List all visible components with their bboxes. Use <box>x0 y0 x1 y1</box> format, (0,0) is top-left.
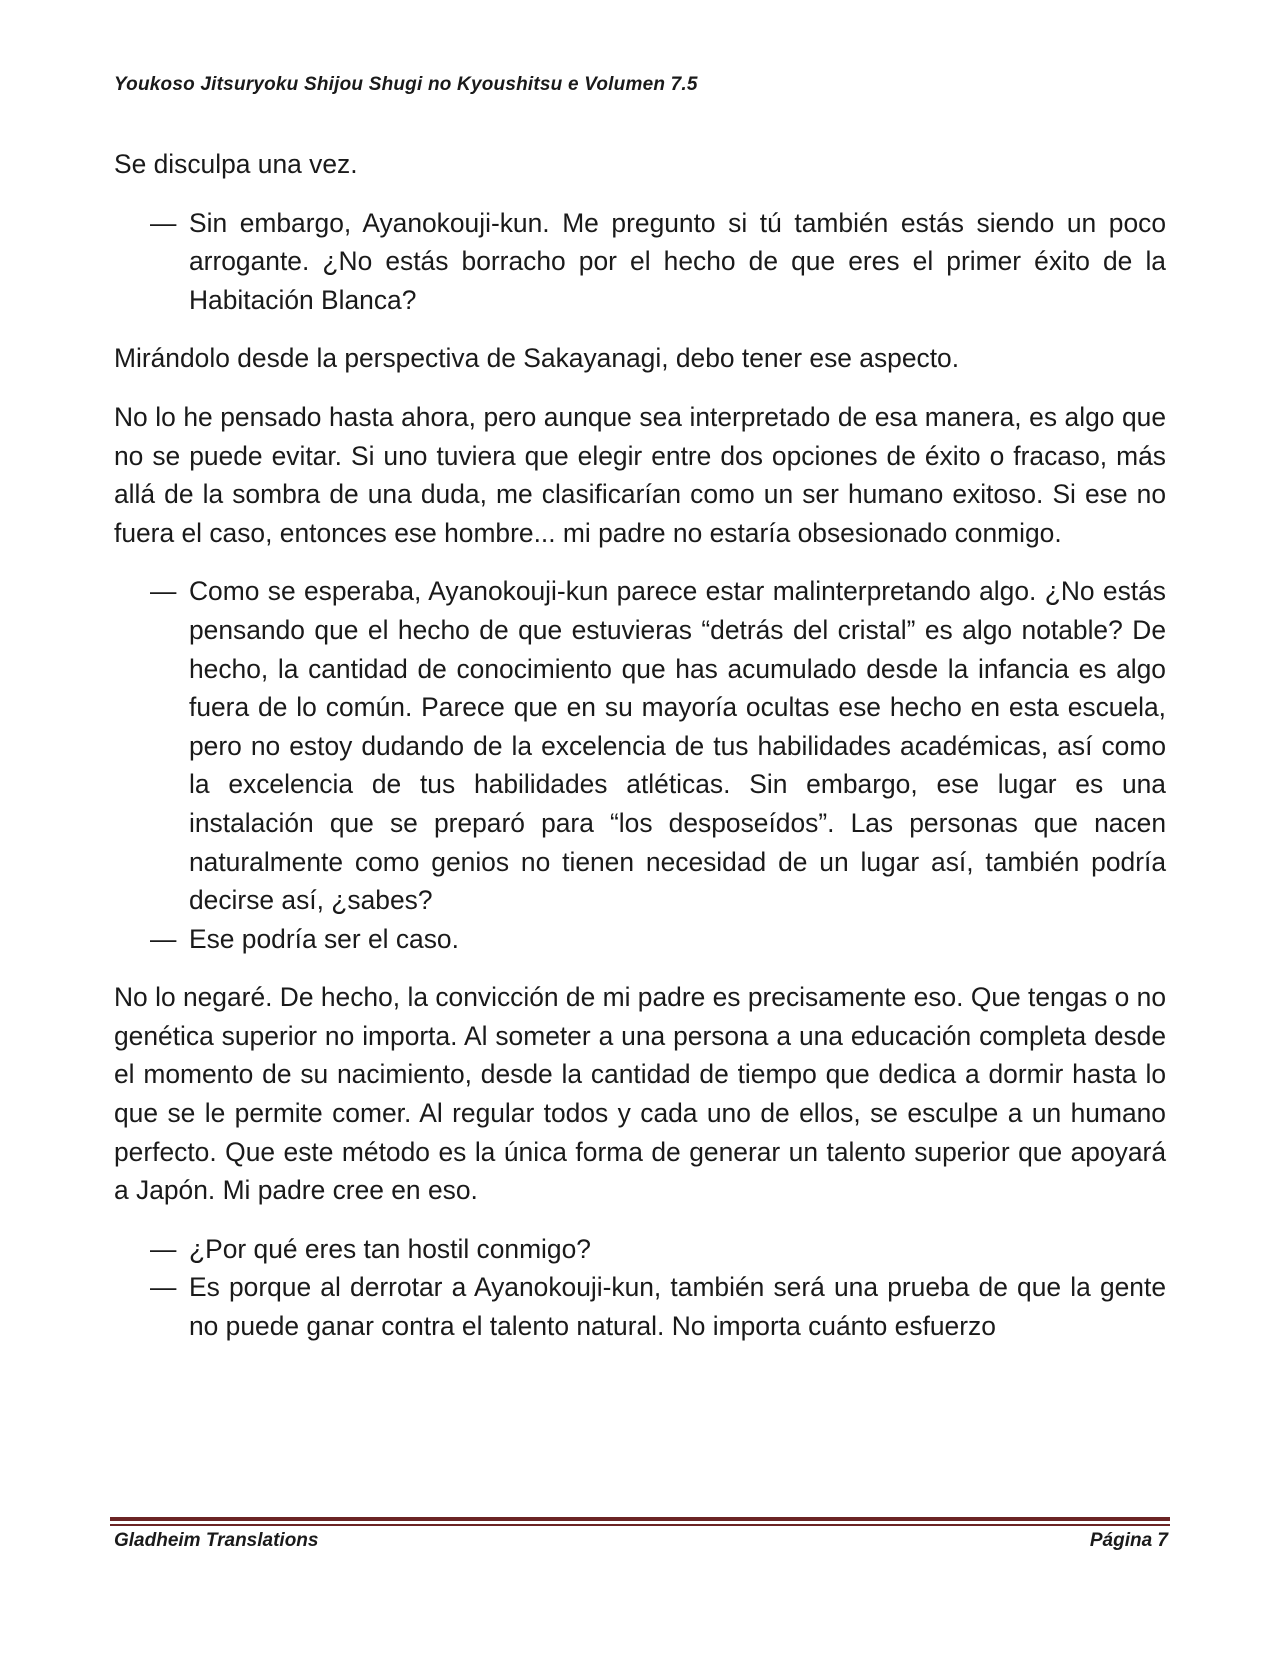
dialogue-text: Como se esperaba, Ayanokouji-kun parece estar malinterpretando algo. ¿No estás pensando que el hecho de que estuvieras “detrás del cristal” es algo notable? De hecho, la cantidad de conocimiento que has acumulado desde la infancia es algo fuera de lo común. Parece que en su mayoría ocultas ese hecho en esta escuela, pero no estoy dudando de la excelencia de tus habilidades académicas, así como la excelencia de tus habilidades atléticas. Sin embargo, ese lugar es una instalación que se preparó para “los desposeídos”. Las personas que nacen naturalmente como genios no tienen necesidad de un lugar así, también podría decirse así, ¿sabes? <box>189 576 1166 916</box>
paragraph: Mirándolo desde la perspectiva de Sakayanagi, debo tener ese aspecto. <box>114 343 960 374</box>
dialogue-block <box>114 1230 1166 1346</box>
dialogue-dash: — <box>150 1233 177 1264</box>
paragraph: No lo negaré. De hecho, la convicción de mi padre es precisamente eso. Que tengas o no genética superior no importa. Al someter a una persona a una educación completa desde el momento de su nacimiento, desde la cantidad de tiempo que dedica a dormir hasta lo que se le permite comer. Al regular todos y cada uno de ellos, se esculpe a un humano perfecto. Que este método es la única forma de generar un talento superior que apoyará a Japón. Mi padre cree en eso. <box>114 982 1166 1206</box>
dialogue-line <box>114 920 1166 959</box>
footer-rule-thin <box>110 1524 1170 1526</box>
dialogue-block <box>114 572 1166 958</box>
dialogue-text: ¿Por qué eres tan hostil conmigo? <box>189 1233 591 1264</box>
dialogue-line <box>114 204 1166 320</box>
page-number: Página 7 <box>1089 1530 1168 1551</box>
dialogue-text: Sin embargo, Ayanokouji-kun. Me pregunto si tú también estás siendo un poco arrogante. ¿No estás borracho por el hecho de que eres el primer éxito de la Habitación Blanca? <box>189 207 1166 315</box>
footer-rule-thick <box>110 1517 1170 1521</box>
dialogue-block <box>114 204 1166 320</box>
dialogue-line <box>114 1268 1166 1345</box>
dialogue-dash: — <box>150 1272 177 1303</box>
document-body <box>114 145 1166 1346</box>
dialogue-text: Es porque al derrotar a Ayanokouji-kun, también será una prueba de que la gente no puede ganar contra el talento natural. No importa cuánto esfuerzo <box>189 1272 1166 1342</box>
page-header-title: Youkoso Jitsuryoku Shijou Shugi no Kyoushitsu e Volumen 7.5 <box>114 74 698 95</box>
paragraph: Se disculpa una vez. <box>114 149 358 179</box>
dialogue-line <box>114 572 1166 919</box>
dialogue-dash: — <box>150 576 177 607</box>
dialogue-dash: — <box>150 923 177 954</box>
dialogue-line <box>114 1230 1166 1269</box>
paragraph: No lo he pensado hasta ahora, pero aunque sea interpretado de esa manera, es algo que no se puede evitar. Si uno tuviera que elegir entre dos opciones de éxito o fracaso, más allá de la sombra de una duda, me clasificarían como un ser humano exitoso. Si ese no fuera el caso, entonces ese hombre... mi padre no estaría obsesionado conmigo. <box>114 401 1166 548</box>
dialogue-dash: — <box>150 207 177 238</box>
footer-credit: Gladheim Translations <box>114 1530 319 1551</box>
dialogue-text: Ese podría ser el caso. <box>189 923 459 954</box>
